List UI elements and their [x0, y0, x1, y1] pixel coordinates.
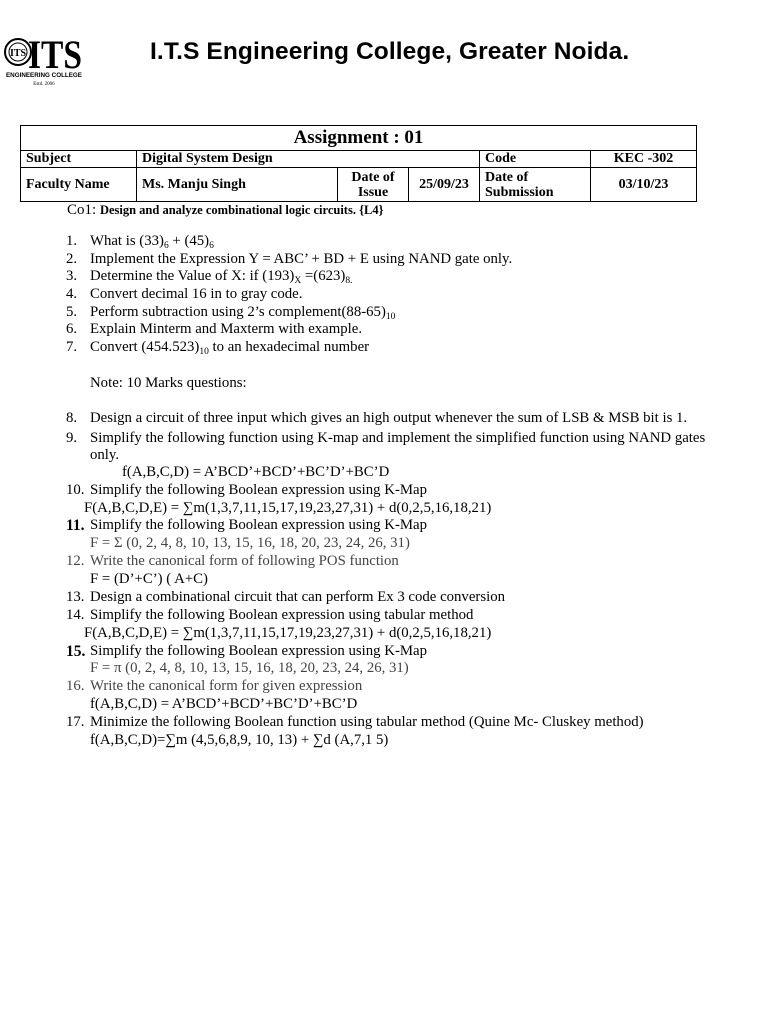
expression: F = Σ (0, 2, 4, 8, 10, 13, 15, 16, 18, 20, 23, 24, 26, 31) [90, 535, 410, 551]
date-issue-value: 25/09/23 [409, 168, 480, 202]
subscript: 6 [163, 241, 169, 251]
code-value: KEC -302 [591, 151, 697, 168]
expression: F(A,B,C,D,E) = ∑m(1,3,7,11,15,17,19,23,27,31) + d(0,2,5,16,18,21) [84, 500, 492, 516]
question-text: Design a circuit of three input which gives an high output whenever the sum of LSB & MSB bit is 1. [90, 410, 688, 426]
college-name: I.T.S Engineering College, Greater Noida. [150, 38, 630, 65]
subject-label: Subject [21, 151, 137, 168]
question-number: 16. [66, 678, 85, 694]
question-number: 13. [66, 589, 85, 605]
question-number: 8. [66, 410, 78, 426]
faculty-value: Ms. Manju Singh [137, 168, 338, 202]
expression: f(A,B,C,D) = A’BCD’+BCD’+BC’D’+BC’D [90, 696, 358, 712]
question-text: Perform subtraction using 2’s complement(88-65) [90, 304, 386, 320]
question-text: Simplify the following Boolean expression using K-Map [90, 517, 428, 533]
question-number: 10. [66, 482, 85, 498]
question-text: to an hexadecimal number [208, 339, 370, 355]
question-text: Simplify the following Boolean expression using tabular method [90, 607, 474, 623]
question-number: 12. [66, 553, 85, 569]
subscript: 10 [385, 312, 396, 322]
question-number: 4. [66, 286, 78, 302]
expression: F = π (0, 2, 4, 8, 10, 13, 15, 16, 18, 20, 23, 24, 26, 31) [90, 660, 409, 676]
question-text: =(623) [301, 268, 346, 284]
college-logo [4, 30, 84, 92]
question-number: 14. [66, 607, 85, 623]
subscript: 10 [199, 347, 209, 357]
logo-letters: ITS [28, 32, 82, 77]
question-number: 3. [66, 268, 78, 284]
subject-value: Digital System Design [137, 151, 480, 168]
expression: f(A,B,C,D) = A’BCD’+BCD’+BC’D’+BC’D [122, 464, 390, 480]
question-number: 7. [66, 339, 78, 355]
logo-emblem-text: ITS [9, 48, 27, 59]
logo-estd: Estd. 2006 [33, 82, 55, 87]
logo-caption: ENGINEERING COLLEGE [6, 73, 82, 79]
code-label: Code [480, 151, 591, 168]
subscript: 8. [345, 276, 353, 286]
question-number: 1. [66, 233, 78, 249]
course-outcome [67, 202, 384, 219]
question-text: Simplify the following function using K-map and implement the simplified function using NAND gates [90, 430, 706, 446]
note-text: Note: 10 Marks questions: [90, 375, 247, 391]
subscript: 6 [209, 241, 214, 251]
question-text: Write the canonical form of following POS function [90, 553, 399, 569]
question-number: 17. [66, 714, 85, 730]
co-label: Co1: [67, 202, 97, 218]
expression: F = (D’+C’) ( A+C) [90, 571, 208, 587]
question-text: What is (33) [90, 233, 164, 249]
date-submission-value: 03/10/23 [591, 168, 697, 202]
question-text: Simplify the following Boolean expression using K-Map [90, 643, 428, 659]
question-text: Minimize the following Boolean function using tabular method (Quine Mc- Cluskey method) [90, 714, 644, 730]
assignment-info-table [20, 125, 697, 202]
expression: f(A,B,C,D)=∑m (4,5,6,8,9, 10, 13) + ∑d (A,7,1 5) [90, 732, 389, 748]
question-number: 9. [66, 430, 78, 446]
question-text: Write the canonical form for given expression [90, 678, 363, 694]
question-text: Simplify the following Boolean expression using K-Map [90, 482, 428, 498]
question-number: 6. [66, 321, 78, 337]
question-number: 11. [66, 517, 85, 534]
question-text: Implement the Expression Y = ABC’ + BD + E using NAND gate only. [90, 251, 513, 267]
question-text: Explain Minterm and Maxterm with example. [90, 321, 363, 337]
expression: F(A,B,C,D,E) = ∑m(1,3,7,11,15,17,19,23,27,31) + d(0,2,5,16,18,21) [84, 625, 492, 641]
co-text: Design and analyze combinational logic circuits. {L4} [99, 203, 384, 217]
question-number: 2. [66, 251, 78, 267]
question-text: + (45) [168, 233, 210, 249]
question-number: 15. [66, 643, 86, 660]
assignment-title: Assignment : 01 [21, 126, 697, 151]
question-text: Convert (454.523) [90, 339, 200, 355]
faculty-label: Faculty Name [21, 168, 137, 202]
question-text: only. [90, 447, 120, 463]
question-number: 5. [66, 304, 78, 320]
question-text: Convert decimal 16 in to gray code. [90, 286, 303, 302]
subscript: X [294, 276, 302, 286]
question-text: Design a combinational circuit that can perform Ex 3 code conversion [90, 589, 505, 605]
question-text: Determine the Value of X: if (193) [90, 268, 295, 284]
date-submission-label: Date of Submission [480, 168, 591, 202]
date-issue-label: Date of Issue [338, 168, 409, 202]
